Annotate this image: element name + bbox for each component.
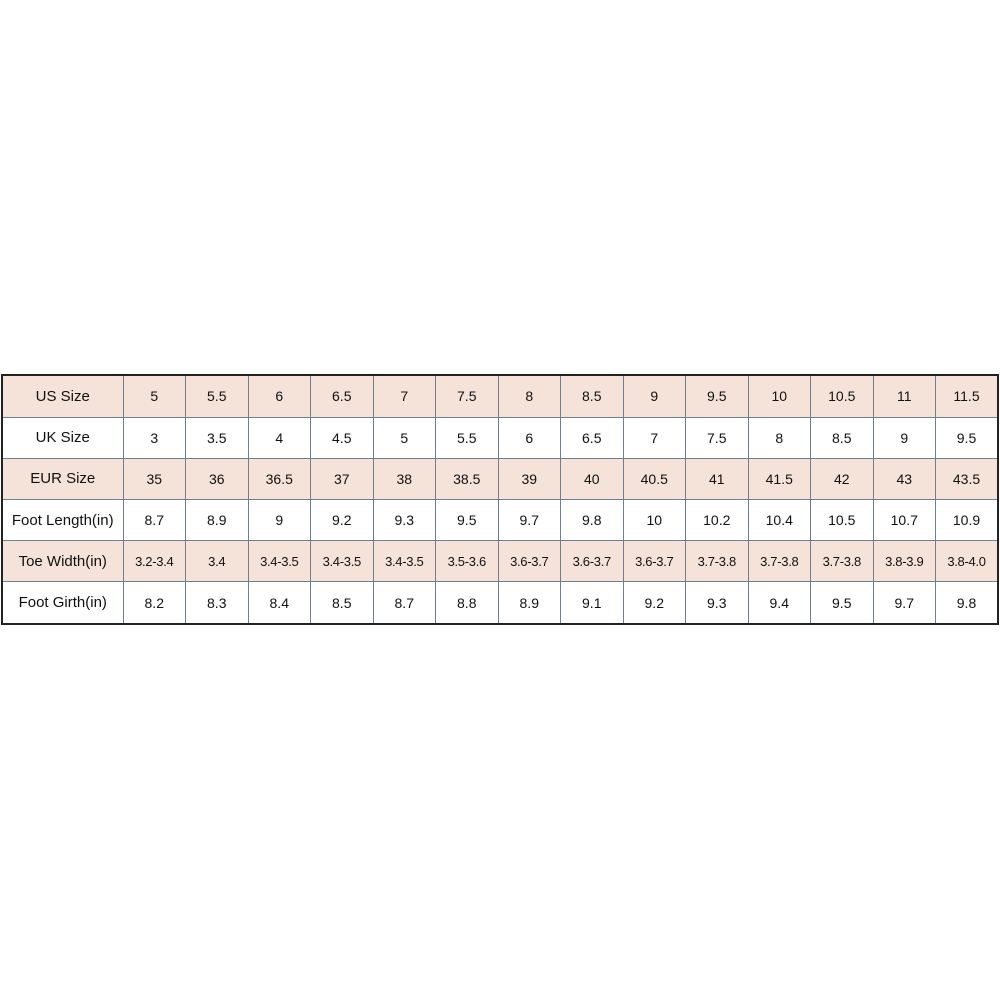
table-cell: 4 bbox=[248, 417, 311, 458]
table-cell: 3.5 bbox=[186, 417, 249, 458]
table-cell: 9.8 bbox=[561, 499, 624, 540]
table-cell: 3.7-3.8 bbox=[686, 541, 749, 582]
table-cell: 10.4 bbox=[748, 499, 811, 540]
table-cell: 3.8-3.9 bbox=[873, 541, 936, 582]
table-cell: 10.2 bbox=[686, 499, 749, 540]
table-row-eur-size bbox=[2, 458, 998, 499]
table-cell: 6 bbox=[248, 375, 311, 417]
table-cell: 43.5 bbox=[936, 458, 999, 499]
table-cell: 9.1 bbox=[561, 582, 624, 624]
table-row-foot-length bbox=[2, 499, 998, 540]
table-row-uk-size bbox=[2, 417, 998, 458]
table-cell: 10 bbox=[623, 499, 686, 540]
table-cell: 6.5 bbox=[311, 375, 374, 417]
table-cell: 3.6-3.7 bbox=[498, 541, 561, 582]
table-cell: 10.7 bbox=[873, 499, 936, 540]
table-cell: 10.5 bbox=[811, 375, 874, 417]
table-cell: 10.5 bbox=[811, 499, 874, 540]
row-label: US Size bbox=[2, 375, 123, 417]
table-cell: 11.5 bbox=[936, 375, 999, 417]
table-cell: 8.4 bbox=[248, 582, 311, 624]
size-chart-body bbox=[2, 375, 998, 624]
table-cell: 36 bbox=[186, 458, 249, 499]
table-cell: 8 bbox=[748, 417, 811, 458]
table-cell: 9.5 bbox=[936, 417, 999, 458]
table-cell: 3.7-3.8 bbox=[748, 541, 811, 582]
table-cell: 3.4 bbox=[186, 541, 249, 582]
table-cell: 3.4-3.5 bbox=[248, 541, 311, 582]
table-cell: 40.5 bbox=[623, 458, 686, 499]
table-cell: 8.5 bbox=[311, 582, 374, 624]
table-cell: 41.5 bbox=[748, 458, 811, 499]
table-cell: 9 bbox=[623, 375, 686, 417]
table-cell: 9.4 bbox=[748, 582, 811, 624]
table-cell: 40 bbox=[561, 458, 624, 499]
table-cell: 9 bbox=[873, 417, 936, 458]
table-cell: 42 bbox=[811, 458, 874, 499]
table-cell: 43 bbox=[873, 458, 936, 499]
table-cell: 10 bbox=[748, 375, 811, 417]
table-cell: 38 bbox=[373, 458, 436, 499]
table-cell: 9.2 bbox=[311, 499, 374, 540]
table-cell: 3.6-3.7 bbox=[623, 541, 686, 582]
row-label: Foot Girth(in) bbox=[2, 582, 123, 624]
table-cell: 7.5 bbox=[686, 417, 749, 458]
table-cell: 5 bbox=[373, 417, 436, 458]
table-cell: 9.3 bbox=[686, 582, 749, 624]
table-cell: 36.5 bbox=[248, 458, 311, 499]
table-cell: 3.4-3.5 bbox=[311, 541, 374, 582]
table-cell: 9.2 bbox=[623, 582, 686, 624]
table-cell: 6.5 bbox=[561, 417, 624, 458]
table-cell: 3.8-4.0 bbox=[936, 541, 999, 582]
table-row-us-size bbox=[2, 375, 998, 417]
row-label: UK Size bbox=[2, 417, 123, 458]
table-cell: 9.5 bbox=[686, 375, 749, 417]
table-cell: 3.7-3.8 bbox=[811, 541, 874, 582]
table-cell: 3.5-3.6 bbox=[436, 541, 499, 582]
table-cell: 5 bbox=[123, 375, 186, 417]
table-cell: 9.8 bbox=[936, 582, 999, 624]
table-cell: 38.5 bbox=[436, 458, 499, 499]
table-cell: 9.5 bbox=[436, 499, 499, 540]
table-cell: 9 bbox=[248, 499, 311, 540]
table-cell: 8.2 bbox=[123, 582, 186, 624]
table-cell: 8.9 bbox=[186, 499, 249, 540]
table-cell: 3.6-3.7 bbox=[561, 541, 624, 582]
table-cell: 9.5 bbox=[811, 582, 874, 624]
table-cell: 9.7 bbox=[873, 582, 936, 624]
table-cell: 6 bbox=[498, 417, 561, 458]
table-cell: 7 bbox=[373, 375, 436, 417]
table-cell: 7 bbox=[623, 417, 686, 458]
table-cell: 8 bbox=[498, 375, 561, 417]
table-cell: 41 bbox=[686, 458, 749, 499]
table-cell: 4.5 bbox=[311, 417, 374, 458]
table-row-foot-girth bbox=[2, 582, 998, 624]
table-cell: 8.5 bbox=[561, 375, 624, 417]
table-cell: 5.5 bbox=[436, 417, 499, 458]
table-cell: 3.4-3.5 bbox=[373, 541, 436, 582]
table-cell: 11 bbox=[873, 375, 936, 417]
table-cell: 9.3 bbox=[373, 499, 436, 540]
table-cell: 37 bbox=[311, 458, 374, 499]
table-cell: 8.5 bbox=[811, 417, 874, 458]
table-cell: 8.8 bbox=[436, 582, 499, 624]
table-cell: 3 bbox=[123, 417, 186, 458]
table-cell: 39 bbox=[498, 458, 561, 499]
table-cell: 8.7 bbox=[123, 499, 186, 540]
table-cell: 8.9 bbox=[498, 582, 561, 624]
size-chart-table bbox=[1, 374, 999, 625]
table-cell: 9.7 bbox=[498, 499, 561, 540]
table-cell: 10.9 bbox=[936, 499, 999, 540]
table-cell: 5.5 bbox=[186, 375, 249, 417]
table-cell: 8.3 bbox=[186, 582, 249, 624]
table-row-toe-width bbox=[2, 541, 998, 582]
table-cell: 35 bbox=[123, 458, 186, 499]
row-label: EUR Size bbox=[2, 458, 123, 499]
table-cell: 7.5 bbox=[436, 375, 499, 417]
table-cell: 3.2-3.4 bbox=[123, 541, 186, 582]
row-label: Toe Width(in) bbox=[2, 541, 123, 582]
row-label: Foot Length(in) bbox=[2, 499, 123, 540]
table-cell: 8.7 bbox=[373, 582, 436, 624]
